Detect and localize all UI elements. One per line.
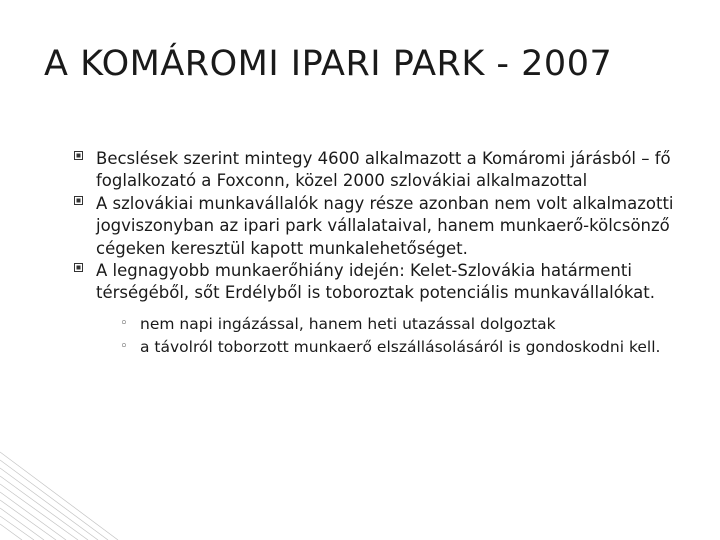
circle-bullet-icon: ◦ [120, 338, 128, 354]
sub-bullet-text: a távolról toborzott munkaerő elszállásolásáról is gondoskodni kell. [140, 337, 661, 356]
sub-bullet-text: nem napi ingázással, hanem heti utazással dolgoztak [140, 314, 556, 333]
bullet-text: A legnagyobb munkaerőhiány idején: Kelet-Szlovákia határmenti térségéből, sőt Erdélyből is toboroztak potenciális munkavállalókat. [96, 261, 655, 303]
circle-bullet-icon: ◦ [120, 315, 128, 331]
sub-bullet-item [120, 313, 674, 336]
sub-bullet-list [96, 313, 674, 359]
sub-bullet-item [120, 336, 674, 359]
bullet-item [74, 260, 674, 358]
bullet-text: A szlovákiai munkavállalók nagy része azonban nem volt alkalmazotti jogviszonyban az ipari park vállalataival, hanem munkaerő-kölcsönző cégeken keresztül kapott munkalehetőséget. [96, 193, 674, 258]
bullet-item [74, 193, 674, 260]
bullet-text: Becslések szerint mintegy 4600 alkalmazott a Komáromi járásból – fő foglalkozató a Foxconn, közel 2000 szlovákiai alkalmazottal [96, 149, 671, 191]
square-bullet-icon [74, 151, 84, 165]
square-bullet-icon [74, 196, 84, 210]
bullet-list [74, 148, 674, 358]
square-bullet-icon [74, 263, 84, 277]
slide-title: A KOMÁROMI IPARI PARK - 2007 [44, 44, 613, 84]
bullet-item [74, 148, 674, 193]
